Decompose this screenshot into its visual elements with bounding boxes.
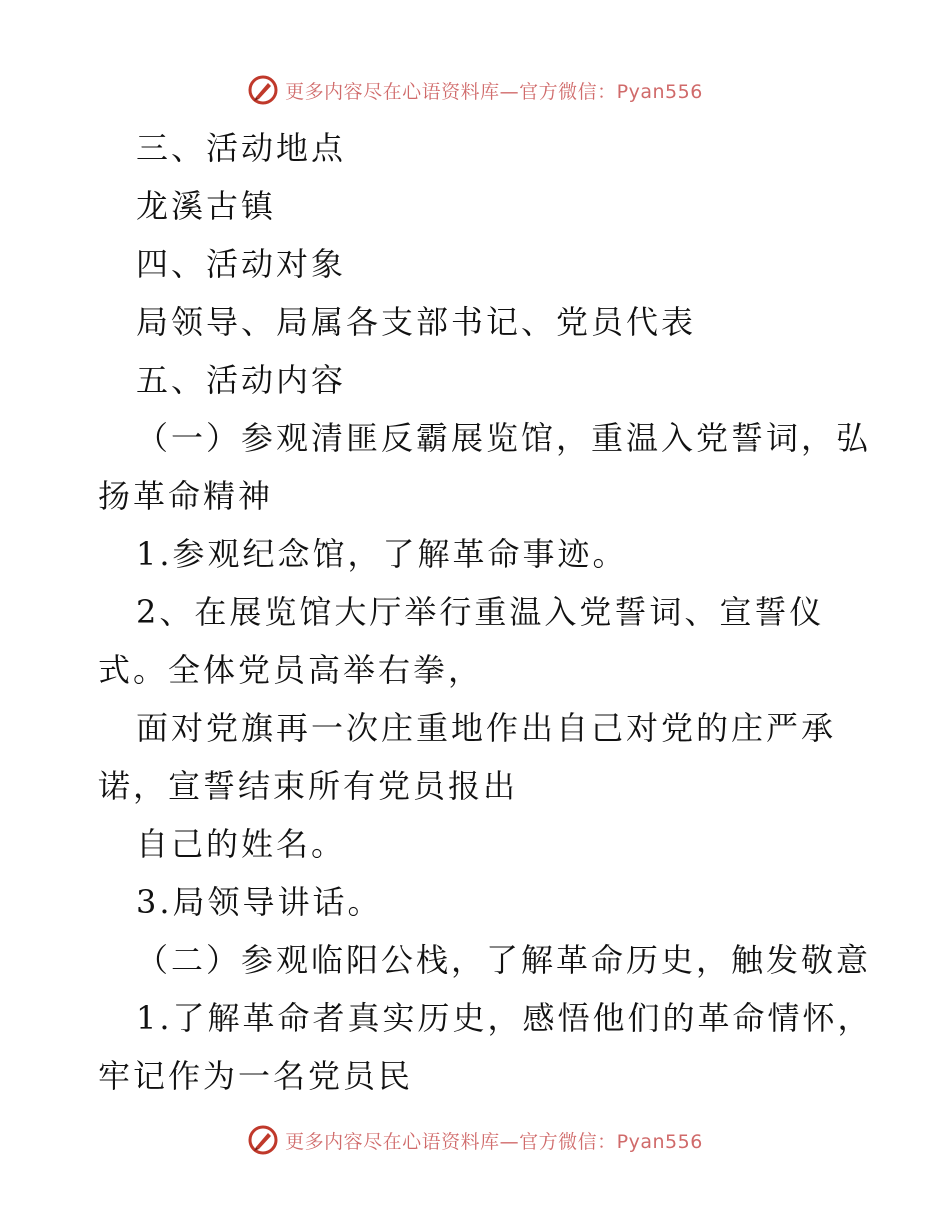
watermark-text: 更多内容尽在心语资料库—官方微信：Pyan556 [285,1130,703,1153]
paragraph-line: 龙溪古镇 [136,187,277,225]
section-heading-content: 五、活动内容 [136,361,347,399]
section-heading-participants: 四、活动对象 [136,245,347,283]
watermark-text: 更多内容尽在心语资料库—官方微信：Pyan556 [285,80,703,103]
paragraph-line: 自己的姓名。 [136,825,347,863]
subsection-heading: （二）参观临阳公栈，了解革命历史，触发敬意 [136,941,872,979]
list-item: 3.局领导讲话。 [136,883,383,921]
paragraph-line: 扬革命精神 [98,477,274,515]
list-item: 1.了解革命者真实历史，感悟他们的革命情怀， [136,999,873,1037]
pen-emblem-icon [247,1124,279,1156]
header-watermark [0,70,950,110]
paragraph-line: 面对党旗再一次庄重地作出自己对党的庄严承 [136,709,837,747]
list-item: 2、在展览馆大厅举行重温入党誓词、宣誓仪 [136,593,825,631]
pen-emblem-icon [247,74,279,106]
footer-watermark [0,1120,950,1160]
list-item: 1.参观纪念馆，了解革命事迹。 [136,535,628,573]
paragraph-line: 牢记作为一名党员民 [98,1057,414,1095]
paragraph-line: 式。全体党员高举右拳， [98,651,484,689]
paragraph-line: 局领导、局属各支部书记、党员代表 [136,303,697,341]
subsection-heading: （一）参观清匪反霸展览馆，重温入党誓词，弘 [136,419,872,457]
section-heading-location: 三、活动地点 [136,129,347,167]
paragraph-line: 诺，宣誓结束所有党员报出 [98,767,519,805]
